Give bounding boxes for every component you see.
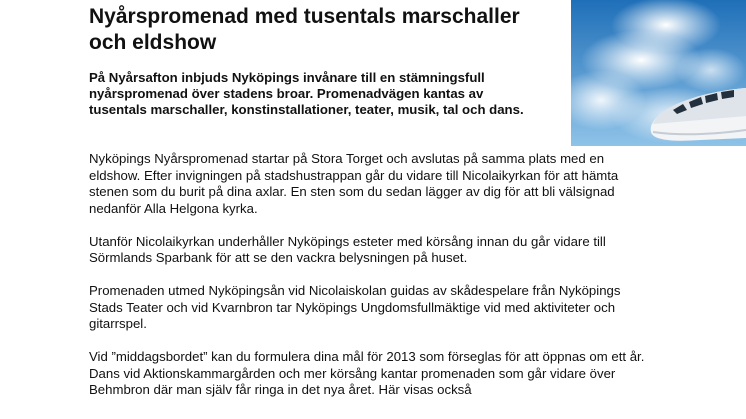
article-paragraph: Utanför Nicolaikyrkan underhåller Nyköpings esteter med körsång innan du går vidare till Sörmlands Sparbank för att se den vackra belysningen på huset. xyxy=(89,233,606,265)
article-lead: På Nyårsafton inbjuds Nyköpings invånare till en stämningsfull nyårspromenad över stadens broar. Promenadvägen kantas av tusentals marschaller, konstinstallationer, teater, musik, tal och dans. xyxy=(89,70,524,117)
article-paragraph: Vid ”middagsbordet” kan du formulera dina mål för 2013 som förseglas för att öppnas om ett år. Dans vid Aktionskammargården och mer körsång kantar promenaden som går vidare över Behmbron där man själv får ringa in det nya året. Här visas också xyxy=(89,349,645,397)
header-image xyxy=(571,0,746,146)
article-paragraph: Nyköpings Nyårspromenad startar på Stora Torget och avslutas på samma plats med en eldshow. Efter invigningen på stadshustrappan går du vidare till Nicolaikyrkan för att hämta stenen som du burit på dina axlar. En sten som du sedan lägger av dig för att bli välsignad nedanför Alla Helgona kyrka. xyxy=(89,151,619,216)
article-paragraph: Promenaden utmed Nyköpingsån vid Nicolaiskolan guidas av skådespelare från Nyköpings Stads Teater och vid Kvarnbron tar Nyköpings Ungdomsfullmäktige vid med aktiviteter och gitarrspel. xyxy=(89,283,621,331)
article-body xyxy=(89,151,649,415)
page-title: Nyårspromenad med tusentals marschaller och eldshow xyxy=(89,5,520,54)
airplane-sky-photo-icon xyxy=(571,0,746,146)
